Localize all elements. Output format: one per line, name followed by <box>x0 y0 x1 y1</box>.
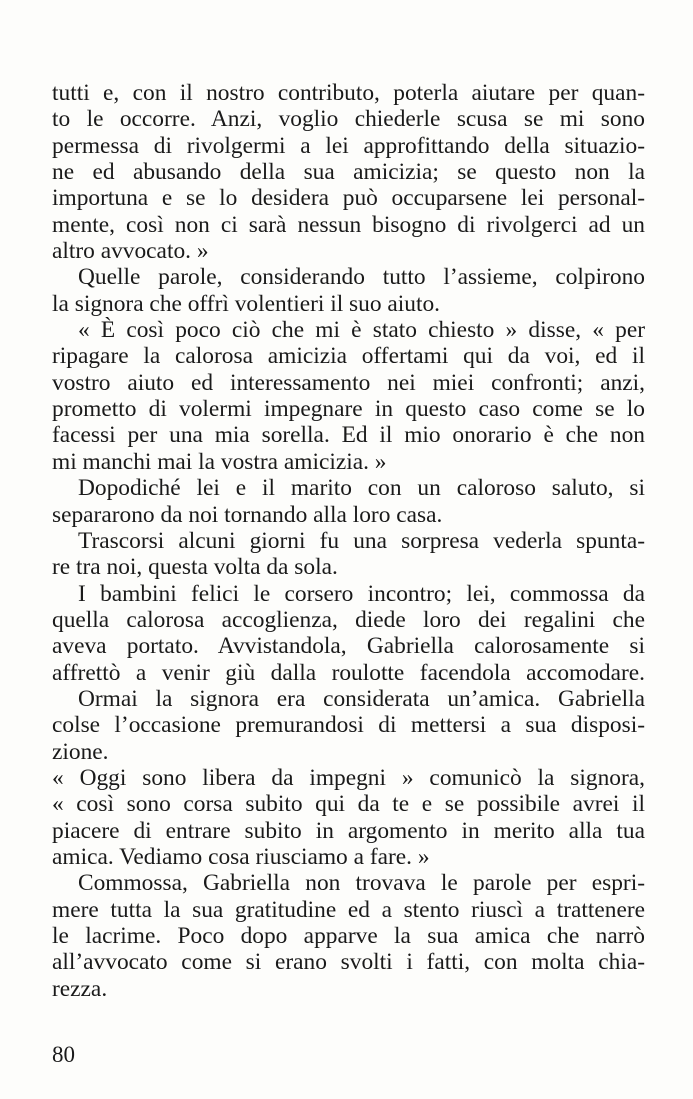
text-line: mente, così non ci sarà nessun bisogno di rivolgerci ad un <box>52 211 645 238</box>
text-line: all’avvocato come si erano svolti i fatti, con molta chia- <box>52 949 645 976</box>
text-line: le lacrime. Poco dopo apparve la sua amica che narrò <box>52 923 645 949</box>
text-line: tutti e, con il nostro contributo, poterla aiutare per quan- <box>52 80 645 106</box>
text-line: ne ed abusando della sua amicizia; se questo non la <box>52 159 645 186</box>
text-line: altro avvocato. » <box>52 238 209 265</box>
text-line: zione. <box>52 738 109 765</box>
text-line: amica. Vediamo cosa riusciamo a fare. » <box>52 843 430 870</box>
text-line: Trascorsi alcuni giorni fu una sorpresa vederla spunta- <box>78 527 645 554</box>
text-line: « così sono corsa subito qui da te e se possibile avrei il <box>52 791 645 818</box>
text-line: colse l’occasione premurandosi di mettersi a sua disposi- <box>52 712 645 739</box>
text-line: permessa di rivolgermi a lei approfittando della situazio- <box>52 132 645 159</box>
text-line: aveva portato. Avvistandola, Gabriella calorosamente si <box>52 633 645 660</box>
text-line: « Oggi sono libera da impegni » comunicò la signora, <box>52 764 645 791</box>
text-line: mi manchi mai la vostra amicizia. » <box>52 448 387 475</box>
text-line: quella calorosa accoglienza, diede loro dei regalini che <box>52 606 645 633</box>
text-line: mere tutta la sua gratitudine ed a stento riuscì a trattenere <box>52 896 645 923</box>
text-line: separarono da noi tornando alla loro casa. <box>52 501 443 528</box>
text-line: « È così poco ciò che mi è stato chiesto » disse, « per <box>78 317 645 344</box>
text-line: I bambini felici le corsero incontro; lei, commossa da <box>78 580 645 607</box>
text-line: rezza. <box>52 975 108 1002</box>
text-line: ripagare la calorosa amicizia offertami qui da voi, ed il <box>52 343 645 370</box>
text-line: Commossa, Gabriella non trovava le parole per espri- <box>78 870 645 897</box>
body-text <box>52 80 645 1002</box>
text-line: Ormai la signora era considerata un’amica. Gabriella <box>78 685 645 712</box>
text-line: to le occorre. Anzi, voglio chiederle scusa se mi sono <box>52 106 645 133</box>
text-line: importuna e se lo desidera può occuparsene lei personal- <box>52 185 645 212</box>
text-line: Quelle parole, considerando tutto l’assieme, colpirono <box>78 264 645 291</box>
text-line: re tra noi, questa volta da sola. <box>52 554 338 581</box>
text-line: facessi per una mia sorella. Ed il mio onorario è che non <box>52 422 645 449</box>
text-line: Dopodiché lei e il marito con un caloroso saluto, si <box>78 475 645 502</box>
text-line: prometto di volermi impegnare in questo caso come se lo <box>52 396 645 423</box>
text-line: piacere di entrare subito in argomento in merito alla tua <box>52 817 645 844</box>
page-number: 80 <box>52 1042 75 1067</box>
text-line: vostro aiuto ed interessamento nei miei confronti; anzi, <box>52 369 645 396</box>
text-line: la signora che offrì volentieri il suo aiuto. <box>52 290 441 317</box>
text-line: affrettò a venir giù dalla roulotte facendola accomodare. <box>52 659 645 686</box>
